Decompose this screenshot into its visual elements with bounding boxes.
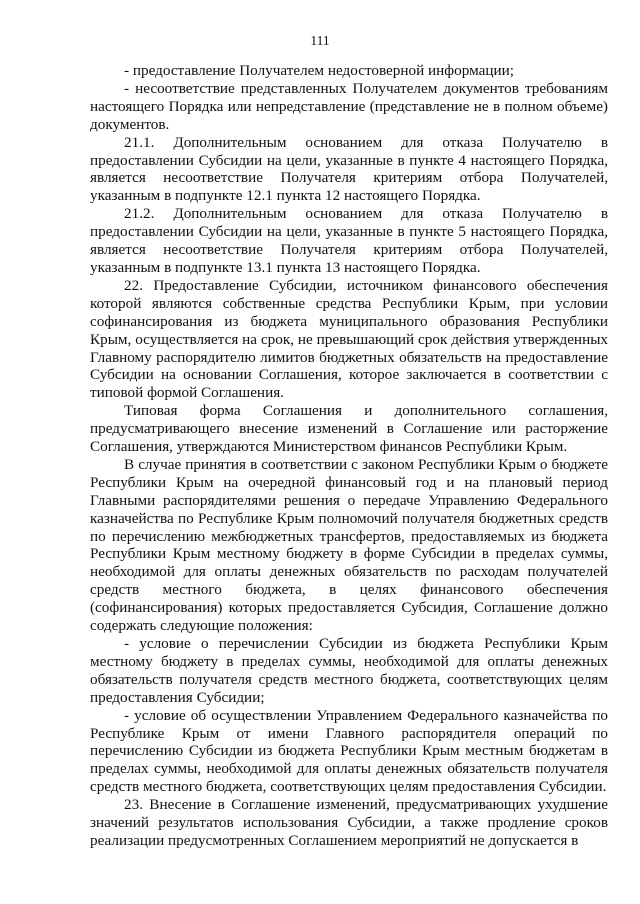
page-number: 111	[310, 33, 330, 48]
paragraph-condition-1: - условие о перечислении Субсидии из бюджета Республики Крым местному бюджету в пределах суммы, необходимой для оплаты денежных обязательств получателя средств местного бюджета, соответствующих целям предоставления Субсидии;	[90, 635, 608, 706]
paragraph-1: - предоставление Получателем недостоверной информации;	[124, 62, 514, 79]
paragraph-21-1: 21.1. Дополнительным основанием для отказа Получателю в предоставлении Субсидии на цели, указанные в пункте 4 настоящего Порядка, является несоответствие Получателя критериям отбора Получателей, указанным в подпункте 12.1 пункта 12 настоящего Порядка.	[90, 133, 608, 205]
document-body	[90, 62, 608, 850]
paragraph-treasury: В случае принятия в соответствии с законом Республики Крым о бюджете Республики Крым на очередной финансовый год и на плановый период Главными распорядителями решения о передаче Управлению Федерального казначейства по Республике Крым полномочий получателя бюджетных средств по перечислению межбюджетных трансфертов, предоставляемых из бюджета Республики Крым местному бюджету в форме Субсидии в пределах суммы, необходимой для оплаты денежных обязательств по расходам получателей средств местного бюджета, в целях финансового обеспечения (софинансирования) которых предоставляется Субсидия, Соглашение должно содержать следующие положения:	[90, 455, 608, 635]
paragraph-22: 22. Предоставление Субсидии, источником финансового обеспечения которой являются собственные средства Республики Крым, при условии софинансирования из бюджета муниципального образования Республики Крым, осуществляется на срок, не превышающий срок действия утвержденных Главному распорядителю лимитов бюджетных обязательств на предоставление Субсидии на основании Соглашения, которое заключается в соответствии с типовой формой Соглашения.	[90, 276, 608, 402]
paragraph-2: - несоответствие представленных Получателем документов требованиям настоящего Порядка или непредставление (представление не в полном объеме) документов.	[90, 79, 608, 133]
paragraph-condition-2: - условие об осуществлении Управлением Федерального казначейства по Республике Крым от имени Главного распорядителя операций по перечислению Субсидии из бюджета Республики Крым местным бюджетам в пределах суммы, необходимой для оплаты денежных обязательств получателя средств местного бюджета, соответствующих целям предоставления Субсидии.	[90, 706, 608, 796]
paragraph-21-2: 21.2. Дополнительным основанием для отказа Получателю в предоставлении Субсидии на цели, указанные в пункте 5 настоящего Порядка, является несоответствие Получателя критериям отбора Получателей, указанным в подпункте 13.1 пункта 13 настоящего Порядка.	[90, 205, 608, 276]
paragraph-typical-form: Типовая форма Соглашения и дополнительного соглашения, предусматривающего внесение изменений в Соглашение или расторжение Соглашения, утверждаются Министерством финансов Республики Крым.	[90, 402, 608, 456]
paragraph-23: 23. Внесение в Соглашение изменений, предусматривающих ухудшение значений результатов использования Субсидии, а также продление сроков реализации предусмотренных Соглашением мероприятий не допускается в	[90, 796, 608, 849]
